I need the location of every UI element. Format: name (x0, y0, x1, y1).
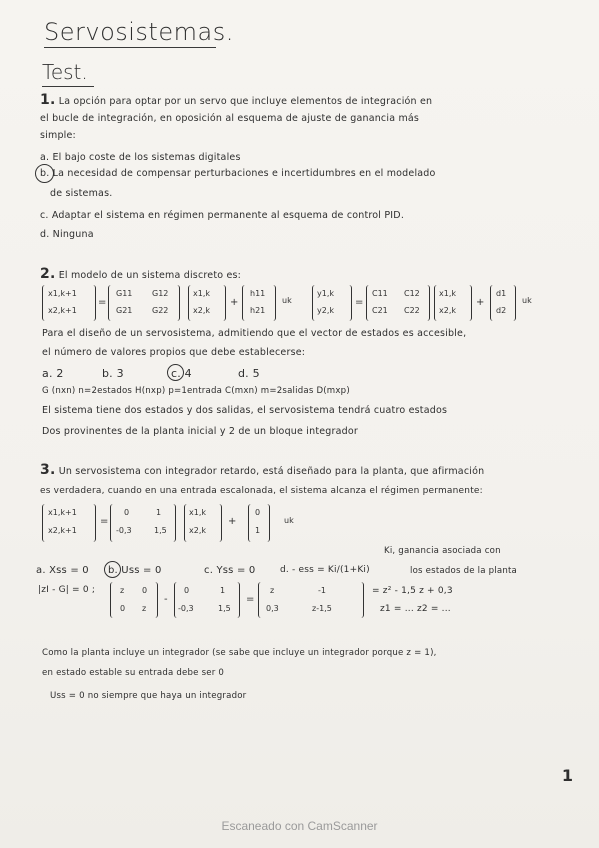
q3-ki-note: Ki, ganancia asociada con (384, 546, 501, 556)
q2-c22: C22 (404, 306, 420, 315)
q2-intro: El modelo de un sistema discreto es: (58, 270, 242, 281)
q3-dr-11: z (270, 586, 275, 595)
q2-option-d: d. 5 (238, 367, 260, 380)
q2-option-a: a. 2 (42, 367, 64, 380)
q2-d2: d2 (496, 306, 507, 315)
q2-number: 2. (40, 266, 56, 282)
q3-option-b: b. Uss = 0 (108, 565, 162, 576)
q3-dz-11: z (120, 586, 125, 595)
q3-option-c: c. Yss = 0 (204, 565, 256, 576)
q2-sv-2: x2,k+1 (48, 306, 77, 315)
q3-equals: = (100, 516, 109, 527)
q2-option-b: b. 3 (102, 367, 124, 380)
q3-number: 3. (40, 462, 56, 478)
q3-line3: Como la planta incluye un integrador (se sabe que incluye un integrador porque z = 1), (42, 648, 437, 658)
q2-note3: Dos provinentes de la planta inicial y 2 de un bloque integrador (42, 426, 359, 437)
section-underline (42, 86, 94, 87)
q2-block (40, 266, 241, 282)
q3-det-tail1: = z² - 1,5 z + 0,3 (372, 586, 453, 596)
q2-plus: + (230, 297, 239, 308)
q3-line2: es verdadera, cuando en una entrada escalonada, el sistema alcanza el régimen permanente: (40, 486, 483, 496)
q2-plus-2: + (476, 297, 485, 308)
q2-equals: = (98, 297, 107, 308)
q2-g22: G22 (152, 306, 169, 315)
q3-xk-1: x1,k (189, 508, 206, 517)
q2-yk-2: y2,k (317, 306, 334, 315)
q3-dz-12: 0 (142, 586, 148, 595)
q2-g21: G21 (116, 306, 133, 315)
q1-option-b: b. La necesidad de compensar perturbaciones e incertidumbres en el modelado (40, 168, 436, 179)
q1-line1: La opción para optar por un servo que incluye elementos de integración en (58, 96, 433, 107)
q3-matrix-A (110, 504, 176, 542)
q2-h21: h21 (250, 306, 266, 315)
q3-det-lhs: |zI - G| = 0 ; (38, 585, 96, 595)
q1-line2: el bucle de integración, en oposición al esquema de ajuste de ganancia más (40, 113, 420, 124)
q3-b2: 1 (255, 526, 261, 535)
q3-a12: 1 (156, 508, 162, 517)
q2-uk2: uk (522, 296, 532, 305)
q3-det-tail2: z1 = ... z2 = ... (380, 604, 451, 614)
q3-option-d: d. - ess = Ki/(1+Ki) (280, 565, 370, 575)
q3-lhs-1: x1,k+1 (48, 508, 77, 517)
q3-dg-22: 1,5 (218, 604, 231, 613)
q2-line1: Para el diseño de un servosistema, admitiendo que el vector de estados es accesible, (42, 328, 467, 339)
q3-dg-12: 1 (220, 586, 226, 595)
q3-dg-11: 0 (184, 586, 190, 595)
q1-option-a: a. El bajo coste de los sistemas digitales (40, 152, 241, 163)
q1-block (40, 92, 432, 108)
q3-a21: -0,3 (116, 526, 132, 535)
q3-xk-2: x2,k (189, 526, 206, 535)
q3-det-zI (110, 582, 158, 618)
q2-xk2-1: x1,k (439, 289, 456, 298)
q3-option-d-tail: los estados de la planta (410, 566, 518, 576)
q1-number: 1. (40, 92, 56, 108)
q3-a22: 1,5 (154, 526, 167, 535)
q3-block (40, 462, 484, 478)
q3-uk: uk (284, 516, 294, 525)
q3-dr-22: z-1,5 (312, 604, 332, 613)
q2-c11: C11 (372, 289, 388, 298)
q2-equals-2: = (355, 297, 364, 308)
section-title: Test. (42, 60, 88, 84)
q3-option-a: a. Xss = 0 (36, 565, 89, 576)
q2-option-c: c. 4 (171, 367, 192, 380)
q2-g11: G11 (116, 289, 133, 298)
q2-note1: G (nxn) n=2estados H(nxp) p=1entrada C(mxn) m=2salidas D(mxp) (42, 386, 350, 396)
q3-b1: 0 (255, 508, 261, 517)
q2-note2: El sistema tiene dos estados y dos salidas, el servosistema tendrá cuatro estados (42, 405, 448, 416)
q1-option-d: d. Ninguna (40, 229, 94, 240)
q3-det-minus: - (164, 594, 168, 605)
q2-sv-1: x1,k+1 (48, 289, 77, 298)
q2-h11: h11 (250, 289, 266, 298)
q2-xk2-2: x2,k (439, 306, 456, 315)
q2-xk-2: x2,k (193, 306, 210, 315)
page-number: 1 (561, 766, 573, 785)
q2-xk-1: x1,k (193, 289, 210, 298)
q2-line2: el número de valores propios que debe establecerse: (42, 347, 306, 358)
q2-g12: G12 (152, 289, 169, 298)
q3-a11: 0 (124, 508, 130, 517)
q2-c12: C12 (404, 289, 420, 298)
q3-line5: Uss = 0 no siempre que haya un integrador (50, 691, 247, 701)
q2-c21: C21 (372, 306, 388, 315)
q2-uk: uk (282, 296, 292, 305)
q3-lhs-2: x2,k+1 (48, 526, 77, 535)
title-underline (44, 47, 216, 48)
q3-dz-21: 0 (120, 604, 126, 613)
q2-d1: d1 (496, 289, 507, 298)
scanner-watermark: Escaneado con CamScanner (221, 819, 378, 833)
q3-line4: en estado estable su entrada debe ser 0 (42, 668, 225, 678)
q3-dr-21: 0,3 (266, 604, 279, 613)
q3-plus: + (228, 516, 237, 527)
q3-line1: Un servosistema con integrador retardo, está diseñado para la planta, que afirmación (58, 466, 485, 477)
q1-option-b-cont: de sistemas. (50, 188, 113, 199)
q3-dz-22: z (142, 604, 147, 613)
q1-line3: simple: (40, 130, 76, 141)
q3-dr-12: -1 (318, 586, 326, 595)
q3-det-eq: = (246, 594, 255, 605)
page-title: Servosistemas. (44, 18, 234, 46)
q2-yk-1: y1,k (317, 289, 334, 298)
q1-option-c: c. Adaptar el sistema en régimen permanente al esquema de control PID. (40, 210, 405, 221)
q3-dg-21: -0,3 (178, 604, 194, 613)
